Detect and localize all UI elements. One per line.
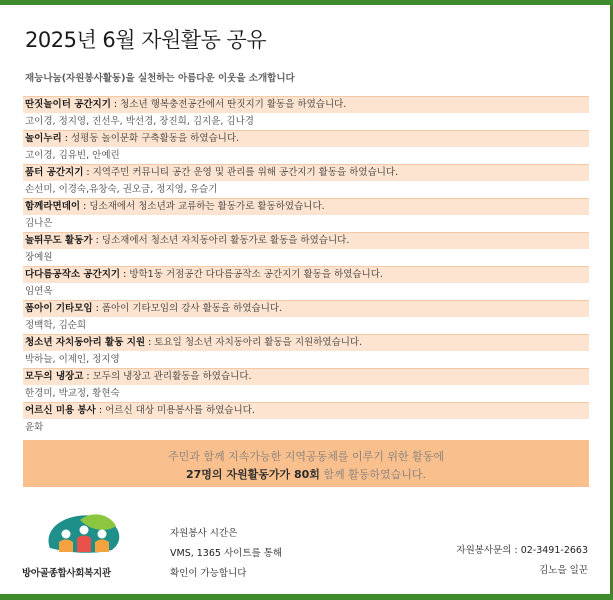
activity-name: 청소년 자치동아리 활동 지원 xyxy=(25,337,146,348)
activity-row xyxy=(23,96,589,113)
activity-row xyxy=(23,164,589,181)
volunteer-time-info xyxy=(170,524,282,584)
activity-volunteers: 윤화 xyxy=(25,422,44,433)
top-border xyxy=(0,0,613,5)
activity-description: 성평동 놀이문화 구축활동을 하였습니다. xyxy=(70,133,240,144)
summary-line-2-rest: 함께 활동하였습니다. xyxy=(319,468,427,481)
activity-row xyxy=(23,368,589,385)
activity-description: 청소년 행복충전공간에서 딴짓지기 활동을 하였습니다. xyxy=(120,99,347,110)
contact-staff: 김노을 일꾼 xyxy=(539,565,588,576)
info-line-3: 확인이 가능합니다 xyxy=(170,568,247,579)
page-title: 2025년 6월 자원활동 공유 xyxy=(25,28,267,52)
activity-name: 함께라면데이 xyxy=(25,201,81,212)
activity-name: 품터 공간지기 xyxy=(25,167,84,178)
activity-name: 모두의 냉장고 xyxy=(25,371,84,382)
activity-row xyxy=(23,130,589,147)
activity-description: 딩소재에서 청소년과 교류하는 활동가로 활동하였습니다. xyxy=(89,201,325,212)
activity-name: 놀뛰무도 활동가 xyxy=(25,235,93,246)
activity-volunteers: 한경미, 박교정, 황현숙 xyxy=(25,388,120,399)
info-line-2: VMS, 1365 사이트를 통해 xyxy=(170,548,283,559)
activity-name: 폼아이 기타모임 xyxy=(25,303,93,314)
page-subtitle: 재능나눔(자원봉사활동)을 실천하는 아름다운 이웃을 소개합니다 xyxy=(25,73,295,84)
activity-name: 어르신 미용 봉사 xyxy=(25,405,96,416)
activity-separator: : xyxy=(80,201,90,212)
activity-volunteers: 김나은 xyxy=(25,218,53,229)
activity-name: 놀이누리 xyxy=(25,133,62,144)
activity-separator: : xyxy=(95,405,106,416)
activity-volunteers: 임연옥 xyxy=(25,286,53,297)
activity-row xyxy=(23,300,589,317)
activity-separator: : xyxy=(61,133,71,144)
activity-volunteers: 정백학, 김순희 xyxy=(25,320,87,331)
activity-row xyxy=(23,402,589,419)
activity-volunteers: 손선미, 이경숙,유창숙, 권오금, 정지영, 유슬기 xyxy=(25,184,218,195)
activity-separator: : xyxy=(83,167,93,178)
activity-separator: : xyxy=(145,337,155,348)
activity-description: 딩소재에서 청소년 자치동아리 활동가로 활동을 하였습니다. xyxy=(101,235,350,246)
activity-description: 어르신 대상 미용봉사를 하였습니다. xyxy=(105,405,255,416)
bottom-border xyxy=(0,594,613,600)
summary-line-1: 주민과 함께 지속가능한 지역공동체를 이루기 위한 활동에 xyxy=(167,450,444,463)
info-line-1: 자원봉사 시간은 xyxy=(170,528,238,539)
activity-volunteers: 박하늘, 이제인, 정지영 xyxy=(25,354,120,365)
activity-separator: : xyxy=(110,99,121,110)
activity-separator: : xyxy=(92,235,102,246)
summary-line-2 xyxy=(23,466,589,482)
summary-highlight: 27명의 자원활동가가 80회 xyxy=(185,468,320,481)
activity-description: 폼아이 기타모임의 강사 활동을 하였습니다. xyxy=(101,303,283,314)
activity-separator: : xyxy=(92,303,102,314)
contact-info xyxy=(456,541,588,581)
org-name: 방아골종합사회복지관 xyxy=(22,568,111,579)
contact-inquiry: 자원봉사문의 : 02-3491-2663 xyxy=(456,545,588,556)
activity-volunteers: 장예원 xyxy=(25,252,53,263)
activity-name: 다다름공작소 공간지기 xyxy=(25,269,121,280)
activity-description: 토요일 청소년 자치동아리 활동을 지원하였습니다. xyxy=(154,337,363,348)
activity-description: 지역주민 커뮤니티 공간 운영 및 관리를 위해 공간지기 활동을 하였습니다. xyxy=(92,167,399,178)
activity-separator: : xyxy=(120,269,130,280)
activity-row xyxy=(23,232,589,249)
activity-description: 모두의 냉장고 관리활동을 하였습니다. xyxy=(92,371,252,382)
activity-row xyxy=(23,334,589,351)
activity-list xyxy=(23,96,589,436)
activity-volunteers: 고이경, 김유빈, 안예린 xyxy=(25,150,120,161)
activity-volunteers: 고이경, 정지영, 진선우, 박선경, 장진희, 김지윤, 김나경 xyxy=(25,116,254,127)
summary-box xyxy=(23,440,589,487)
activity-separator: : xyxy=(83,371,93,382)
activity-row xyxy=(23,266,589,283)
activity-description: 방학1동 거점공간 다다름공작소 공간지기 활동을 하였습니다. xyxy=(129,269,383,280)
activity-name: 딴짓놀이터 공간지기 xyxy=(25,99,111,110)
activity-row xyxy=(23,198,589,215)
